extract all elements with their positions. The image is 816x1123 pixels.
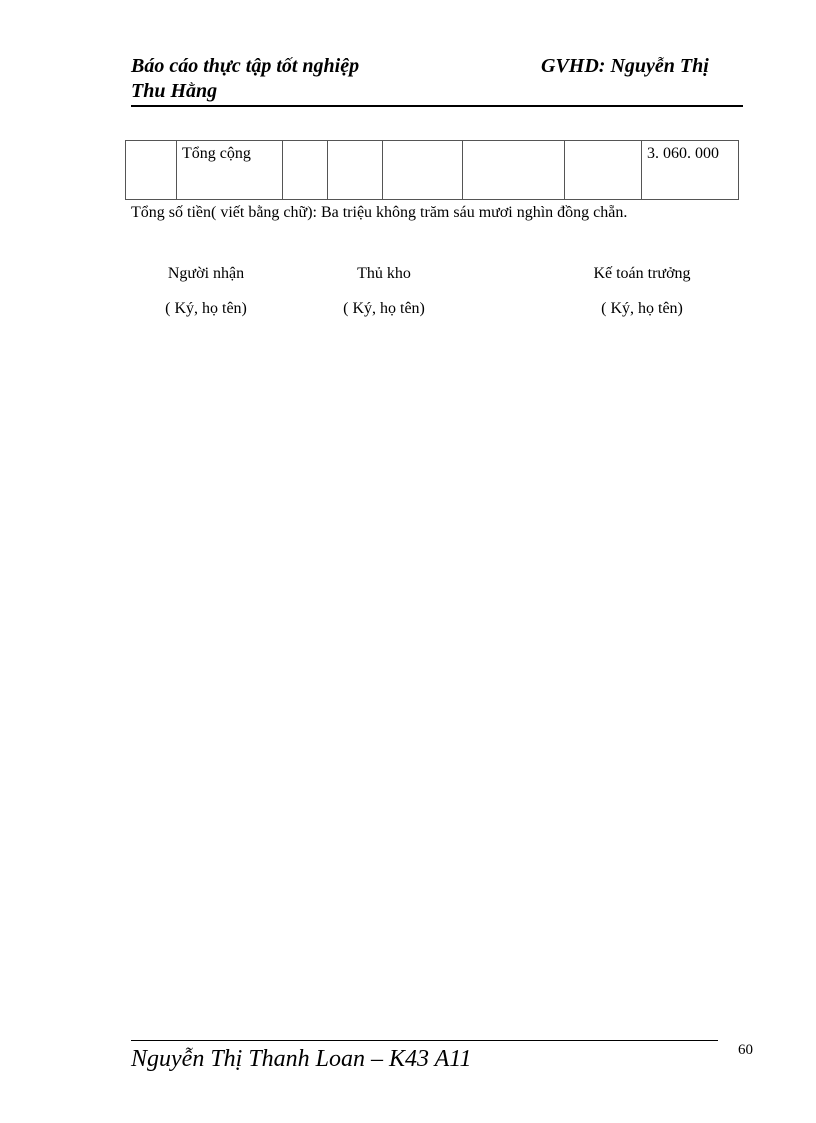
page-number: 60 (738, 1042, 753, 1058)
table-cell (565, 141, 642, 200)
signature-role: Thủ kho (357, 265, 411, 282)
table-cell (328, 141, 383, 200)
signature-hint: ( Ký, họ tên) (165, 300, 247, 317)
signature-hint: ( Ký, họ tên) (601, 300, 683, 317)
header-divider (131, 105, 743, 107)
amount-in-words: Tổng số tiền( viết bằng chữ): Ba triệu không trăm sáu mươi nghìn đồng chẵn. (131, 204, 628, 221)
signature-storekeeper (294, 264, 474, 319)
report-title-line2: Thu Hằng (131, 80, 218, 102)
signature-role: Người nhận (167, 265, 245, 282)
table-cell (383, 141, 463, 200)
signature-hint: ( Ký, họ tên) (343, 300, 425, 317)
signature-receiver (116, 264, 296, 319)
supervisor-label: GVHD: Nguyễn Thị (541, 55, 709, 77)
total-table (125, 140, 739, 200)
footer-author: Nguyễn Thị Thanh Loan – K43 A11 (131, 1046, 472, 1072)
table-cell (283, 141, 328, 200)
signature-role: Kế toán trưởng (593, 265, 691, 282)
report-title (131, 54, 359, 104)
footer-divider (131, 1040, 718, 1041)
table-cell (126, 141, 177, 200)
table-cell (463, 141, 565, 200)
total-label-cell: Tổng cộng (177, 141, 283, 200)
table-row (126, 141, 739, 200)
report-title-line1: Báo cáo thực tập tốt nghiệp (131, 55, 360, 77)
signature-chief-accountant (552, 264, 732, 319)
total-amount-cell: 3. 060. 000 (642, 141, 739, 200)
